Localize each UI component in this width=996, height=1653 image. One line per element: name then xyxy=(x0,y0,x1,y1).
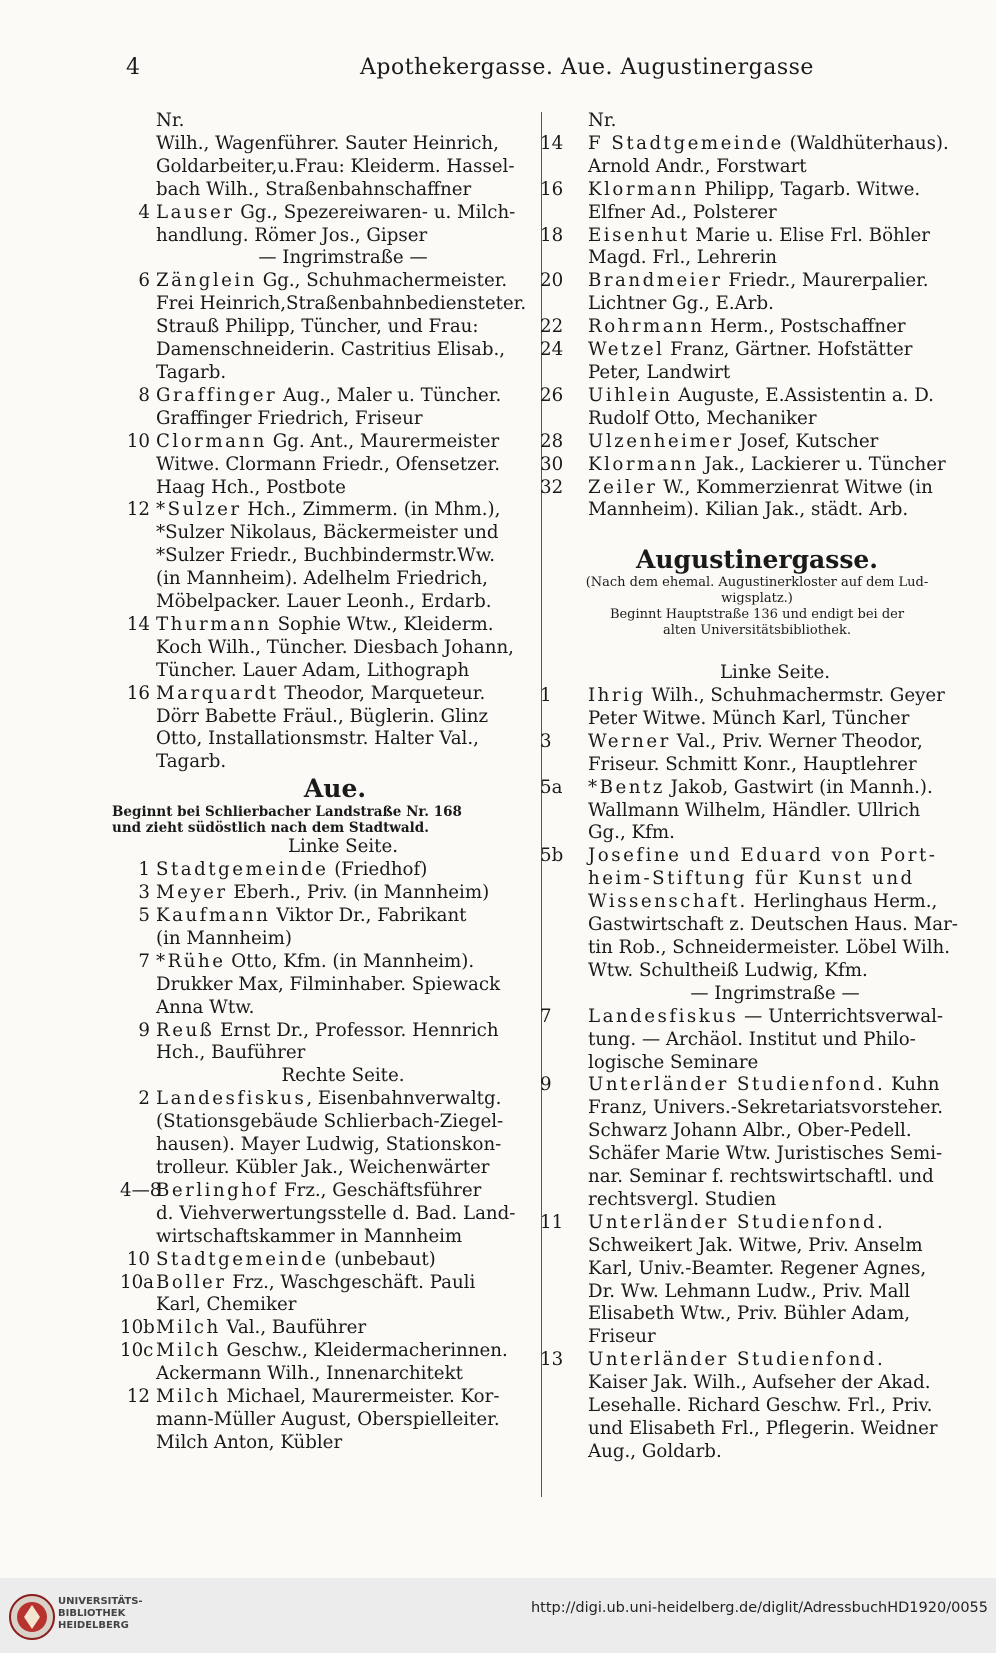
spacer xyxy=(552,522,962,545)
resident-name: Meyer xyxy=(156,882,228,904)
entry-text xyxy=(156,1088,530,1180)
entry-details: Franz, Gärtner. Hofstätter Peter, Landwirt xyxy=(588,339,913,383)
address-entry xyxy=(120,385,530,431)
left-column xyxy=(112,110,530,1455)
resident-name: Boller xyxy=(156,1271,227,1293)
resident-name: Reuß xyxy=(156,1019,215,1041)
resident-name: Milch xyxy=(156,1340,221,1362)
entry-text xyxy=(156,1386,530,1455)
entry-text xyxy=(588,454,962,477)
house-number: 7 xyxy=(138,950,150,972)
entry-details: Gg., Spezereiwaren- u. Milch- handlung. Römer Jos., Gipser xyxy=(156,201,516,246)
address-entry xyxy=(540,845,962,982)
entry-details: Kuhn Franz, Univers.-Sekretariatsvorsteher. Schwarz Johann Albr., Ober-Pedell. Schäfer Marie Wtw. Juristisches Semi- nar. Seminar f. rechtswirtschaftl. und rechtsvergl. Studien xyxy=(588,1074,943,1210)
house-number: 13 xyxy=(540,1349,564,1371)
address-entry xyxy=(540,476,962,523)
house-number: 14 xyxy=(126,613,150,635)
address-entry xyxy=(120,499,530,614)
right-column xyxy=(540,110,962,1464)
entry-text xyxy=(156,905,530,951)
house-number: 9 xyxy=(540,1074,552,1096)
entry-text xyxy=(156,499,530,614)
resident-name: Uihlein xyxy=(588,384,673,406)
address-entry xyxy=(540,270,962,316)
side-title: Rechte Seite. xyxy=(281,1065,405,1087)
entry-text xyxy=(588,270,962,316)
resident-name: Landesfiskus xyxy=(588,1005,739,1027)
address-entry xyxy=(540,430,962,454)
entry-details: , Eisenbahnverwaltg. (Stationsgebäude Schlierbach-Ziegel- hausen). Mayer Ludwig, Stationskon- trolleur. Kübler Jak., Weichenwärter xyxy=(156,1088,504,1178)
resident-name: Milch xyxy=(156,1386,221,1408)
address-entry xyxy=(120,882,530,905)
house-number: 30 xyxy=(540,453,564,475)
resident-name: Lauser xyxy=(156,201,235,223)
entry-text xyxy=(156,1180,530,1249)
entry-text xyxy=(588,133,962,179)
house-number: 32 xyxy=(540,476,564,498)
entry-details: Ernst Dr., Professor. Hennrich Hch., Bauführer xyxy=(156,1019,499,1064)
address-entry xyxy=(120,1180,530,1249)
entry-text xyxy=(588,685,962,731)
side-title: Linke Seite. xyxy=(719,662,831,684)
address-entry xyxy=(120,1340,530,1386)
house-number: 18 xyxy=(540,224,564,246)
house-number: 10 xyxy=(126,430,150,452)
address-entry xyxy=(540,1211,962,1349)
entry-text xyxy=(588,1006,962,1075)
entry-text xyxy=(156,683,530,775)
resident-name: Unterländer Studienfond. xyxy=(588,1074,886,1096)
resident-name: *Bentz xyxy=(588,776,665,798)
entry-text xyxy=(588,731,962,777)
resident-name: Milch xyxy=(156,1317,221,1339)
resident-name: Werner xyxy=(588,730,671,752)
column-intro: Nr. xyxy=(588,110,617,131)
entry-text xyxy=(588,845,962,982)
entry-details: Michael, Maurermeister. Kor- mann-Müller August, Oberspielleiter. Milch Anton, Kübler xyxy=(156,1386,500,1453)
library-name: UNIVERSITÄTS- BIBLIOTHEK HEIDELBERG xyxy=(58,1596,143,1631)
resident-name: Ihrig xyxy=(588,685,646,706)
house-number: 6 xyxy=(138,270,150,292)
house-number: 5 xyxy=(138,905,150,926)
address-entry xyxy=(540,453,962,477)
address-entry xyxy=(540,384,962,431)
house-number: 3 xyxy=(540,730,552,752)
house-number: 12 xyxy=(126,1386,150,1408)
resident-name: Graffinger xyxy=(156,384,278,406)
address-entry xyxy=(540,224,962,271)
address-entry xyxy=(120,431,530,500)
entry-text xyxy=(156,133,530,202)
entry-details: Sophie Wtw., Kleiderm. Koch Wilh., Tüncher. Diesbach Johann, Tüncher. Lauer Adam, Lithograph xyxy=(156,613,514,681)
address-entry xyxy=(120,614,530,683)
entry-details: Val., Bauführer xyxy=(220,1317,367,1339)
cross-street-marker: — Ingrimstraße — xyxy=(258,247,428,269)
entry-text xyxy=(156,614,530,683)
address-entry xyxy=(120,270,530,385)
entry-text xyxy=(588,316,962,339)
entry-details: (unbebaut) xyxy=(328,1248,436,1270)
entry-details: Herlinghaus Herm., Gastwirtschaft z. Deutschen Haus. Mar- tin Rob., Schneidermeister. Löbel Wilh. Wtw. Schultheiß Ludwig, Kfm. xyxy=(588,891,958,981)
address-entry xyxy=(540,1005,962,1075)
spacer xyxy=(552,639,962,662)
entry-details: W., Kommerzienrat Witwe (in Mannheim). Kilian Jak., städt. Arb. xyxy=(588,476,933,521)
resident-name: Eisenhut xyxy=(588,224,690,246)
house-number: 16 xyxy=(540,178,564,200)
house-number: 10c xyxy=(120,1340,154,1362)
entry-details: Gg. Ant., Maurermeister Witwe. Clormann Friedr., Ofensetzer. Haag Hch., Postbote xyxy=(156,430,500,498)
entry-details: Josef, Kutscher xyxy=(733,430,879,452)
street-section-title: Augustinergasse. xyxy=(635,545,879,575)
address-entry xyxy=(120,1088,530,1180)
address-entry xyxy=(120,1249,530,1272)
entry-details: Gg., Schuhmachermeister. Frei Heinrich,Straßenbahnbediensteter. Strauß Philipp, Tüncher, und Frau: Damenschneiderin. Castritius Elisab., Tagarb. xyxy=(156,270,527,383)
address-entry xyxy=(120,683,530,775)
house-number: 24 xyxy=(540,339,564,361)
source-url-link[interactable]: http://digi.ub.uni-heidelberg.de/diglit/AdressbuchHD1920/0055 xyxy=(530,1600,988,1616)
entry-text xyxy=(156,859,530,882)
entry-text xyxy=(156,1020,530,1066)
entry-text xyxy=(588,1212,962,1349)
side-title: Linke Seite. xyxy=(287,836,399,858)
entry-details: Schweikert Jak. Witwe, Priv. Anselm Karl, Univ.-Beamter. Regener Agnes, Dr. Ww. Lehmann Ludw., Priv. Mall Elisabeth Wtw., Priv. Bühler Adam, Friseur xyxy=(588,1234,927,1348)
resident-name: Zeiler xyxy=(588,476,658,498)
house-number: 8 xyxy=(138,384,150,406)
house-number: 14 xyxy=(540,132,564,154)
house-number: 26 xyxy=(540,384,564,406)
street-section-title: Aue. xyxy=(303,774,367,804)
page-number: 4 xyxy=(126,55,140,80)
resident-name: Thurmann xyxy=(156,613,272,635)
entry-details: Theodor, Marqueteur. Dörr Babette Fräul., Büglerin. Glinz Otto, Installationsmstr. Halter Val., Tagarb. xyxy=(156,682,489,773)
house-number: 2 xyxy=(138,1088,150,1110)
address-entry xyxy=(120,1272,530,1318)
address-entry xyxy=(120,1386,530,1455)
house-number: 5a xyxy=(540,776,563,798)
entry-details: Frz., Waschgeschäft. Pauli Karl, Chemiker xyxy=(156,1271,476,1316)
house-number: 11 xyxy=(540,1211,564,1233)
entry-details: Philipp, Tagarb. Witwe. Elfner Ad., Polsterer xyxy=(588,178,921,223)
entry-text xyxy=(156,202,530,248)
house-number: 3 xyxy=(138,882,150,904)
resident-name: Brandmeier xyxy=(588,270,723,292)
entry-text xyxy=(156,1249,530,1272)
resident-name: Ulzenheimer xyxy=(588,430,734,452)
resident-name: F Stadtgemeinde xyxy=(588,132,784,154)
house-number: 1 xyxy=(138,859,150,881)
entry-details: Frz., Geschäftsführer d. Viehverwertungsstelle d. Bad. Land- wirtschaftskammer in Mannheim xyxy=(156,1179,516,1247)
resident-name: Berlinghof xyxy=(156,1179,279,1201)
column-intro: Nr. xyxy=(156,110,185,131)
entry-details: (Friedhof) xyxy=(328,859,428,881)
resident-name: Unterländer Studienfond. xyxy=(588,1211,886,1233)
entry-text xyxy=(588,1074,962,1211)
resident-name: Klormann xyxy=(588,453,699,475)
entry-text xyxy=(588,179,962,225)
entry-details: Kaiser Jak. Wilh., Aufseher der Akad. Lesehalle. Richard Geschw. Frl., Priv. und Elisabeth Frl., Pflegerin. Weidner Aug., Goldarb. xyxy=(588,1372,938,1462)
house-number: 9 xyxy=(138,1019,150,1041)
entry-details: Val., Priv. Werner Theodor, Friseur. Schmitt Konr., Hauptlehrer xyxy=(588,730,923,775)
entry-text xyxy=(588,225,962,271)
address-entry xyxy=(120,951,530,1020)
address-entry xyxy=(120,202,530,248)
entry-details: Viktor Dr., Fabrikant (in Mannheim) xyxy=(156,905,467,949)
resident-name: Clormann xyxy=(156,430,267,452)
address-entry xyxy=(540,316,962,339)
street-section-note: Beginnt bei Schlierbacher Landstraße Nr. 168 und zieht südöstlich nach dem Stadtwald. xyxy=(112,804,462,837)
entry-details: Marie u. Elise Frl. Böhler Magd. Frl., Lehrerin xyxy=(588,224,931,269)
university-library-seal-icon xyxy=(8,1593,56,1641)
entry-details: — Unterrichtsverwal- tung. — Archäol. Institut und Philo- logische Seminare xyxy=(588,1005,944,1073)
entry-details: Auguste, E.Assistentin a. D. Rudolf Otto, Mechaniker xyxy=(588,384,934,429)
house-number: 10 xyxy=(126,1248,150,1270)
resident-name: Klormann xyxy=(588,178,699,200)
entry-text xyxy=(156,882,530,905)
resident-name: Stadtgemeinde xyxy=(156,859,329,881)
house-number: 5b xyxy=(540,845,564,867)
resident-name: Josefine und Eduard von Port- heim-Stiftung für Kunst und Wissenschaft. xyxy=(588,845,938,913)
address-entry xyxy=(540,132,962,179)
address-entry xyxy=(540,1074,962,1211)
entry-text xyxy=(156,951,530,1020)
house-number: 20 xyxy=(540,270,564,292)
entry-text xyxy=(156,385,530,431)
entry-details: Friedr., Maurerpalier. Lichtner Gg., E.Arb. xyxy=(588,270,929,315)
entry-details: Aug., Maler u. Tüncher. Graffinger Friedrich, Friseur xyxy=(156,384,502,429)
resident-name: Zänglein xyxy=(156,270,257,292)
address-entry xyxy=(120,133,530,202)
resident-name: Rohrmann xyxy=(588,316,705,338)
entry-text xyxy=(588,431,962,454)
address-entry xyxy=(540,178,962,225)
address-entry xyxy=(540,776,962,846)
address-entry xyxy=(540,1349,962,1464)
address-entry xyxy=(120,1317,530,1340)
address-entry xyxy=(120,859,530,882)
house-number: 22 xyxy=(540,316,564,338)
house-number: 4 xyxy=(138,201,150,223)
entry-text xyxy=(156,1340,530,1386)
resident-name: Wetzel xyxy=(588,339,665,361)
resident-name: *Sulzer xyxy=(156,499,242,521)
house-number: 1 xyxy=(540,685,552,706)
entry-text xyxy=(156,431,530,500)
resident-name: Landesfiskus xyxy=(156,1088,307,1110)
address-entry xyxy=(540,685,962,731)
entry-details: Jakob, Gastwirt (in Mannh.). Wallmann Wilhelm, Händler. Ullrich Gg., Kfm. xyxy=(588,776,933,844)
address-entry xyxy=(120,905,530,951)
entry-details: Geschw., Kleidermacherinnen. Ackermann Wilh., Innenarchitekt xyxy=(156,1340,508,1385)
resident-name: *Rühe xyxy=(156,950,226,972)
house-number: 7 xyxy=(540,1005,552,1027)
entry-text xyxy=(588,1349,962,1464)
street-section-note: (Nach dem ehemal. Augustinerkloster auf dem Lud- wigsplatz.) Beginnt Hauptstraße 136 und endigt bei der alten Universitätsbibliothek. xyxy=(585,575,929,639)
entry-text xyxy=(156,1317,530,1340)
resident-name: Stadtgemeinde xyxy=(156,1248,329,1270)
entry-details: Jak., Lackierer u. Tüncher xyxy=(698,453,946,475)
resident-name: Kaufmann xyxy=(156,905,271,926)
cross-street-marker: — Ingrimstraße — xyxy=(690,982,860,1004)
resident-name: Unterländer Studienfond. xyxy=(588,1349,886,1371)
entry-details: Wilh., Schuhmachermstr. Geyer Peter Witwe. Münch Karl, Tüncher xyxy=(588,685,945,729)
house-number: 10a xyxy=(120,1271,154,1293)
resident-name: Marquardt xyxy=(156,682,279,704)
entry-text xyxy=(588,339,962,385)
address-entry xyxy=(120,1020,530,1066)
footer-bar xyxy=(0,1578,996,1653)
house-number: 4—8 xyxy=(120,1179,162,1201)
entry-details: Otto, Kfm. (in Mannheim). Drukker Max, Filminhaber. Spiewack Anna Wtw. xyxy=(156,950,501,1018)
entry-details: Herm., Postschaffner xyxy=(704,316,906,338)
entry-details: Wilh., Wagenführer. Sauter Heinrich, Goldarbeiter,u.Frau: Kleiderm. Hassel- bach Wilh., Straßenbahnschaffner xyxy=(156,132,515,200)
entry-details: Hch., Zimmerm. (in Mhm.), *Sulzer Nikolaus, Bäckermeister und *Sulzer Friedr., Buchbindermstr.Ww. (in Mannheim). Adelhelm Friedrich, Möbelpacker. Lauer Leonh., Erdarb. xyxy=(156,499,501,613)
entry-text xyxy=(156,1272,530,1318)
entry-text xyxy=(156,270,530,385)
entry-text xyxy=(588,777,962,846)
entry-details: Eberh., Priv. (in Mannheim) xyxy=(227,882,490,904)
address-entry xyxy=(540,730,962,777)
entry-text xyxy=(588,385,962,431)
house-number: 28 xyxy=(540,430,564,452)
house-number: 16 xyxy=(126,682,150,704)
address-entry xyxy=(540,339,962,385)
entry-details: (Waldhüterhaus). Arnold Andr., Forstwart xyxy=(588,132,949,177)
running-head: Apothekergasse. Aue. Augustinergasse xyxy=(360,55,814,80)
entry-text xyxy=(588,477,962,523)
house-number: 12 xyxy=(126,499,150,521)
house-number: 10b xyxy=(120,1317,155,1339)
